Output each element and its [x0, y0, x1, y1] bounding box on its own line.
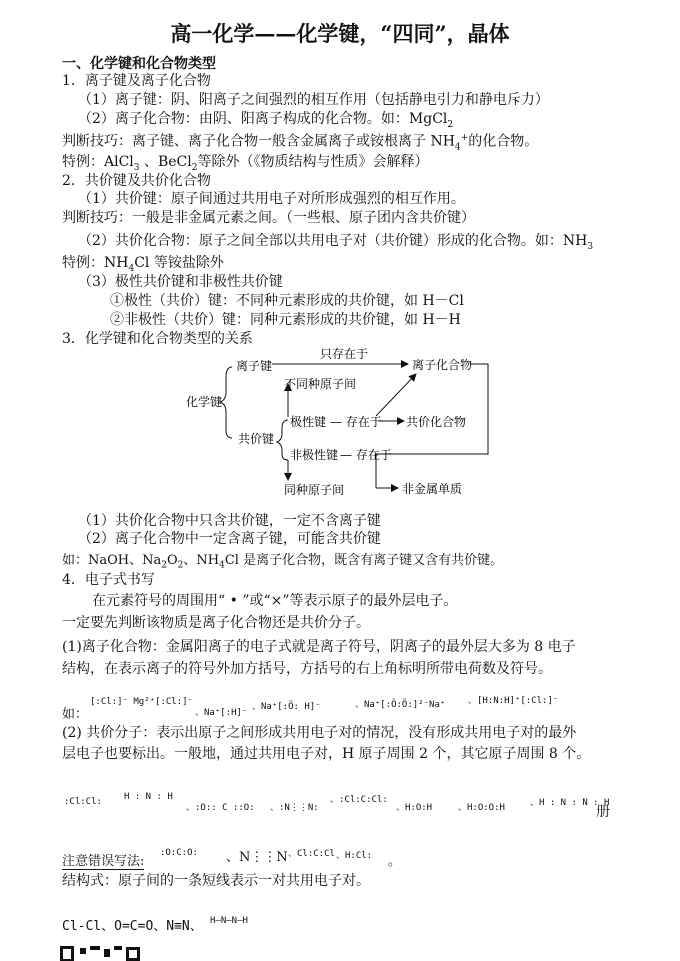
judge-tip-ionic: 判断技巧：离子键、离子化合物一般含金属离子或铵根离子 $NH_4^+$的化合物。	[62, 133, 539, 153]
es-n2: 、:N⋮⋮N:	[270, 803, 319, 813]
structural-examples: Cl-Cl、O=C=O、N≡N、	[62, 919, 203, 934]
bond-relationship-diagram	[180, 342, 520, 510]
wrong-ccl4: 、Cl:C:Cl	[288, 849, 335, 859]
es-co2: 、:O:: C ::O:	[186, 803, 255, 813]
note-3: 如：NaOH、$Na_2O_2$、$NH_4Cl$ 是离子化合物，既含有离子键又含有共价键。	[62, 553, 504, 571]
item-title-ionic: 1．离子键及离子化合物	[62, 73, 211, 89]
page-title: 高一化学——化学键，“四同”，晶体	[170, 21, 510, 46]
ex-na2o2: 、Na⁺[:Ö:Ö:]²⁻Na⁺	[355, 700, 446, 710]
wrong-hcl: 、H:Cl:	[336, 851, 373, 861]
label-exists-in-1: — 存在于	[330, 415, 382, 429]
es-h2o2: 、H:O:O:H	[458, 803, 505, 813]
must-judge-note: 一定要先判断该物质是离子化合物还是共价分子。	[62, 615, 370, 631]
es-cl2: :Cl:Cl:	[64, 797, 102, 807]
item-title-relation: 3．化学键和化合物类型的关系	[62, 331, 253, 347]
node-polar-bond: 极性键	[290, 415, 327, 429]
ex-nah: 、Na⁺[:H]⁻	[195, 708, 248, 718]
label-only-in: 只存在于	[320, 347, 369, 361]
node-covalent-bond: 共价键	[238, 432, 275, 446]
note-2: （2）离子化合物中一定含离子键，可能含共价键	[78, 531, 381, 547]
label-exists-in-2: — 存在于	[340, 448, 392, 462]
wrong-n2: 、N⋮⋮N	[226, 850, 288, 865]
wrong-label: 注意错误写法:	[62, 850, 144, 870]
structural-intro: 结构式：原子间的一条短线表示一对共用电子对。	[62, 873, 370, 889]
es-h2o: 、H:O:H	[396, 803, 433, 813]
node-nonmetal: 非金属单质	[402, 482, 463, 496]
covalent-electron-2: 层电子也要标出。一般地，通过共用电子对，H 原子周围 2 个，其它原子周围 8 个。	[62, 746, 591, 762]
item-title-covalent: 2．共价键及共价化合物	[62, 173, 211, 189]
es-ccl4: 、:Cl:C:Cl:	[330, 795, 388, 805]
node-nonpolar-bond: 非极性键	[290, 448, 339, 462]
note-1: （1）共价化合物中只含共价键，一定不含离子键	[78, 513, 381, 529]
ionic-compound-def: （2）离子化合物：由阴、阳离子构成的化合物。如：MgCl$_2$	[78, 111, 454, 130]
es-nh3: H : N : H	[124, 792, 173, 802]
covalent-bond-def: （1）共价键：原子间通过共用电子对所形成强烈的相互作用。	[78, 191, 465, 207]
es-n2h4: 、H : N : N : H	[530, 798, 610, 808]
example-label: 如：	[62, 707, 89, 722]
electron-intro: 在元素符号的周围用“ • ”或“×”等表示原子的最外层电子。	[92, 593, 458, 609]
section-heading: 一、化学键和化合物类型	[62, 56, 216, 72]
es-tail: 册	[596, 804, 610, 820]
polar-bond-def: ①极性（共价）键：不同种元素形成的共价键，如 H－Cl	[110, 293, 464, 309]
label-same-atoms: 同种原子间	[284, 483, 345, 497]
node-ionic-bond: 离子键	[236, 359, 273, 373]
judge-tip-covalent: 判断技巧：一般是非金属元素之间。（一些根、原子团内含共价键）	[62, 210, 475, 226]
ex-nh4cl: 、[H:N:H]⁺[:Cl:]⁻	[468, 696, 559, 706]
structural-n2h4: H—N—N—H	[210, 916, 248, 926]
wrong-co2: :O:C:O:	[160, 848, 198, 858]
qr-code	[60, 944, 160, 961]
ionic-bond-def: （1）离子键：阴、阳离子之间强烈的相互作用（包括静电引力和静电斥力）	[78, 92, 549, 108]
ex-naoh: 、Na⁺[:Ö: H]⁻	[252, 702, 321, 712]
ex-mgcl2: [:Cl:]⁻ Mg²⁺[:Cl:]⁻	[90, 697, 193, 707]
nonpolar-bond-def: ②非极性（共价）键：同种元素形成的共价键，如 H－H	[110, 312, 461, 328]
item-title-electron: 4．电子式书写	[62, 572, 155, 588]
node-ionic-compound: 离子化合物	[412, 358, 473, 372]
label-diff-atoms: 不同种原子间	[284, 377, 357, 391]
node-chem-bond: 化学键	[186, 395, 223, 409]
ionic-electron-1: (1)离子化合物：金属阳离子的电子式就是离子符号，阴离子的最外层大多为 8 电子	[62, 639, 576, 655]
polar-nonpolar-title: （3）极性共价键和非极性共价键	[78, 274, 283, 290]
covalent-electron-1: (2) 共价分子：表示出原子之间形成共用电子对的情况，没有形成共用电子对的最外	[62, 725, 577, 741]
node-covalent-compound: 共价化合物	[406, 415, 467, 429]
covalent-compound-def: （2）共价化合物：原子之间全部以共用电子对（共价键）形成的化合物。如：$NH_3$	[78, 233, 594, 252]
ionic-electron-2: 结构，在表示离子的符号外加方括号，方括号的右上角标明所带电荷数及符号。	[62, 661, 552, 677]
exception-ionic: 特例：AlCl$_3$ 、BeCl$_2$等除外（《物质结构与性质》会解释）	[62, 154, 429, 173]
wrong-end: 。	[388, 854, 402, 869]
exception-covalent: 特例：$NH_4Cl$ 等铵盐除外	[62, 255, 224, 274]
